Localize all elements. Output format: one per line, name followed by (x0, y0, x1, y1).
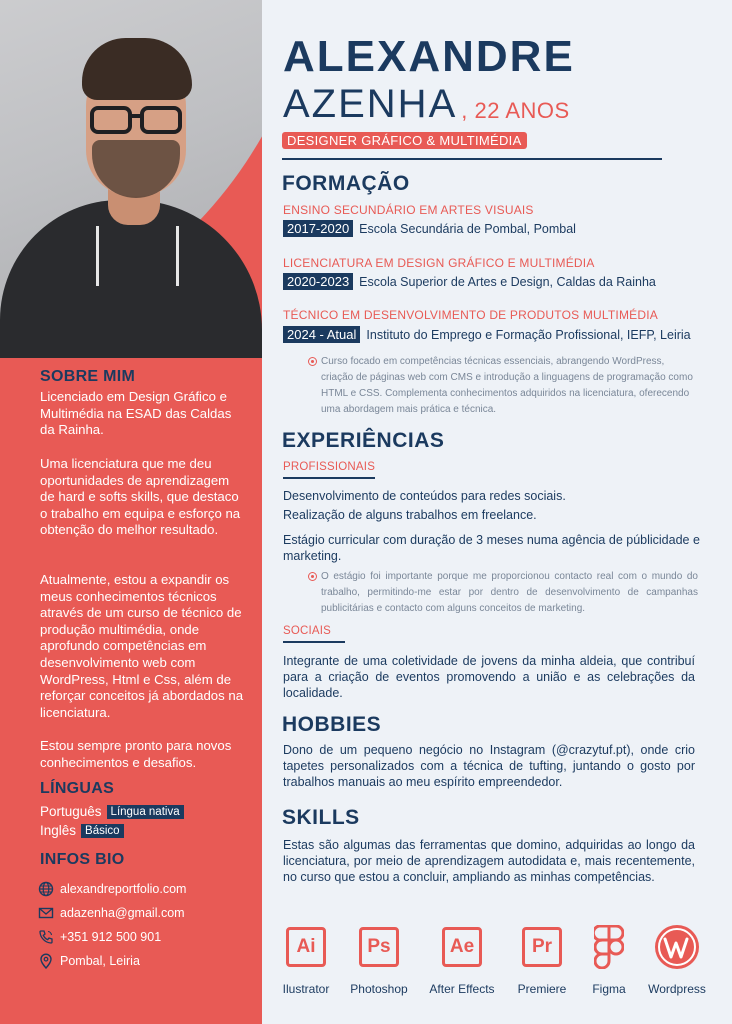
year-badge: 2020-2023 (283, 273, 353, 290)
skills-text: Estas são algumas das ferramentas que domino, adquiridas ao longo da licenciatura, por meio de aprendizagem autodidata e, mais recentemente, no curso que estou a concluir, ampliando as minhas competências. (283, 838, 695, 884)
skill-illustrator (280, 924, 332, 996)
phone-text: +351 912 500 901 (60, 930, 162, 944)
first-name: ALEXANDRE (283, 32, 575, 81)
skill-premiere (514, 924, 570, 996)
education-entry (283, 326, 691, 343)
about-paragraph-1: Licenciado em Design Gráfico e Multimédia na ESAD das Caldas da Rainha. (40, 389, 232, 438)
hobbies-heading: HOBBIES (282, 713, 382, 736)
phone-icon (38, 929, 54, 945)
skill-label: Wordpress (648, 982, 706, 996)
school-name: Escola Secundária de Pombal, Pombal (359, 221, 576, 236)
language-item (40, 804, 184, 819)
illustrator-icon: Ai (286, 927, 326, 967)
bullet-icon (308, 357, 317, 366)
phone-row[interactable] (38, 929, 161, 945)
skill-wordpress (646, 924, 708, 996)
professional-label: PROFISSIONAIS (283, 461, 376, 473)
skill-after-effects (426, 924, 498, 996)
skills-heading: SKILLS (282, 806, 360, 829)
bullet-icon (308, 572, 317, 581)
website-row[interactable] (38, 881, 186, 897)
premiere-icon: Pr (522, 927, 562, 967)
course-title: LICENCIATURA EM DESIGN GRÁFICO E MULTIMÉDIA (283, 256, 595, 270)
location-row (38, 953, 140, 969)
after-effects-icon: Ae (442, 927, 482, 967)
skill-label: Figma (592, 982, 626, 996)
language-name: Português (40, 804, 102, 819)
year-badge: 2024 - Atual (283, 326, 360, 343)
education-entry (283, 220, 576, 237)
experience-item: Estágio curricular com duração de 3 meses numa agência de públicidade e marketing. (283, 533, 700, 563)
skill-photoshop (346, 924, 412, 996)
last-name: AZENHA (283, 82, 458, 126)
hobbies-text: Dono de um pequeno negócio no Instagram (@crazytuf.pt), onde crio tapetes personalizados com a técnica de tufting, juntando o gosto por trabalhos manuais ao meu espírito empreendedor. (283, 743, 695, 789)
skill-figma (586, 924, 632, 996)
language-level-badge: Básico (81, 824, 124, 838)
social-label: SOCIAIS (283, 625, 332, 637)
location-pin-icon (38, 953, 54, 969)
social-text: Integrante de uma coletividade de jovens da minha aldeia, que contribuí para a criação de eventos promovendo a união e as celebrações da localidade. (283, 654, 695, 700)
globe-icon (38, 881, 54, 897)
language-level-badge: Língua nativa (107, 805, 184, 819)
last-name-row (283, 82, 570, 126)
wordpress-icon (654, 924, 700, 970)
experience-item: Desenvolvimento de conteúdos para redes sociais. (283, 489, 566, 503)
left-sidebar (0, 0, 262, 1024)
school-name: Escola Superior de Artes e Design, Caldas da Rainha (359, 274, 656, 289)
header-divider (282, 158, 662, 160)
role-badge: DESIGNER GRÁFICO & MULTIMÉDIA (282, 132, 527, 149)
skill-label: Ilustrator (282, 982, 330, 996)
education-note-text: Curso focado em competências técnicas essenciais, abrangendo WordPress, criação de páginas web com CMS e introdução a linguagens de programação como HTML e CSS. Complementa conhecimentos adquiridos na licenciatura, oferecendo uma abordagem mais prática e técnica. (321, 356, 693, 415)
skill-label: Premiere (517, 982, 567, 996)
email-text: adazenha@gmail.com (60, 906, 185, 920)
skill-label: After Effects (429, 982, 495, 996)
languages-heading: LÍNGUAS (40, 780, 115, 797)
experience-item: Realização de alguns trabalhos em freelance. (283, 508, 537, 522)
photoshop-icon: Ps (359, 927, 399, 967)
social-underline (283, 641, 345, 643)
profile-photo (0, 0, 262, 358)
education-entry (283, 273, 656, 290)
figma-icon (594, 925, 624, 969)
location-text: Pombal, Leiria (60, 954, 140, 968)
about-paragraph-3: Atualmente, estou a expandir os meus conhecimentos técnicos através de um curso de técnico de produção multimédia, onde aprofundo competências em desenvolvimento web com WordPress, Html e Css, além de reforçar conceitos já abordados na licenciatura. (40, 572, 244, 720)
about-heading: SOBRE MIM (40, 368, 136, 385)
school-name: Instituto do Emprego e Formação Profissional, IEFP, Leiria (366, 327, 691, 342)
about-paragraph-2: Uma licenciatura que me deu oportunidades de aprendizagem de hard e softs skills, que destaco o trabalho em equipa e esforço na obtenção do melhor resultado. (40, 456, 241, 538)
education-heading: FORMAÇÃO (282, 172, 410, 195)
about-paragraph-4: Estou sempre pronto para novos conhecimentos e desafios. (40, 738, 232, 770)
email-row[interactable] (38, 905, 185, 921)
language-item (40, 823, 124, 838)
website-text: alexandreportfolio.com (60, 882, 187, 896)
year-badge: 2017-2020 (283, 220, 353, 237)
mail-icon (38, 905, 54, 921)
language-name: Inglês (40, 823, 77, 838)
experience-note (308, 569, 698, 617)
course-title: ENSINO SECUNDÁRIO EM ARTES VISUAIS (283, 203, 534, 217)
course-title: TÉCNICO EM DESENVOLVIMENTO DE PRODUTOS MULTIMÉDIA (283, 308, 658, 322)
skill-label: Photoshop (350, 982, 408, 996)
education-note (308, 354, 698, 418)
age-label: , 22 ANOS (461, 98, 570, 123)
professional-underline (283, 477, 375, 479)
info-heading: INFOS BIO (40, 851, 125, 868)
experience-note-text: O estágio foi importante porque me proporcionou contacto real com o mundo do trabalho, permitindo-me estar por dentro de desenvolvimento de campanhas publicitárias e contacto com alguns conceitos de marketing. (321, 571, 698, 614)
experience-heading: EXPERIÊNCIAS (282, 429, 445, 452)
